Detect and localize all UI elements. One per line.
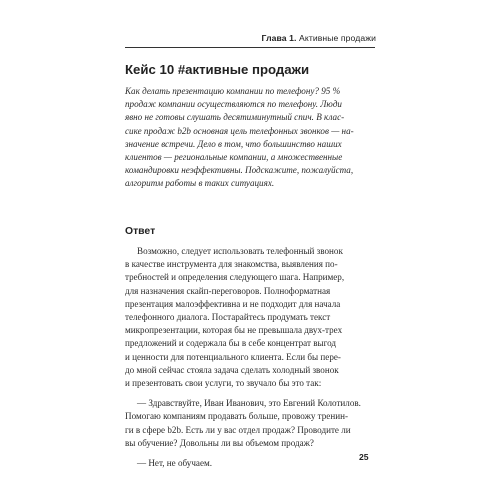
answer-line: предложений и содержала бы в себе концентрат выгод — [125, 338, 337, 349]
answer-paragraph — [125, 397, 375, 450]
answer-line: и презентовать свои услуги, то звучало бы это так: — [125, 378, 322, 389]
question-block — [125, 85, 375, 191]
question-line: значение встречи. Дело в том, что большинство наших — [125, 138, 342, 149]
answer-line: для назначения скайп-переговоров. Полноформатная — [125, 285, 331, 296]
answer-line: в качестве инструмента для знакомства, выявления по- — [125, 259, 338, 270]
answer-heading: Ответ — [125, 226, 156, 237]
answer-line: ги в сфере b2b. Есть ли у вас отдел продаж? Проводите ли — [125, 424, 351, 435]
answer-block — [125, 245, 375, 477]
answer-line: Помогаю компаниям продавать больше, провожу тренин- — [125, 411, 348, 422]
page-number: 25 — [359, 452, 369, 462]
question-line: сике продаж b2b основная цель телефонных звонков — на- — [125, 125, 354, 136]
answer-line: телефонного диалога. Постарайтесь продумать текст — [125, 312, 331, 323]
answer-line: микропрезентации, которая бы не превышала двух-трех — [125, 325, 343, 336]
header-divider — [125, 47, 375, 48]
answer-line: Возможно, следует использовать телефонный звонок — [137, 246, 343, 256]
question-line: Как делать презентацию компании по телефону? 95 % — [125, 86, 341, 96]
answer-line: до мной сейчас стояла задача сделать холодный звонок — [125, 364, 339, 375]
question-line: клиентов — региональные компании, а множественные — [125, 152, 343, 163]
chapter-title: Активные продажи — [299, 33, 376, 43]
answer-line: и ценности для потенциального клиента. Если бы пере- — [125, 351, 341, 362]
answer-paragraph — [125, 245, 375, 390]
answer-line: требностей и определения следующего шага. Например, — [125, 272, 345, 283]
question-line: командировки неэффективны. Подскажите, пожалуйста, — [125, 165, 354, 176]
answer-line: — Нет, не обучаем. — [137, 458, 213, 469]
case-title: Кейс 10 #активные продажи — [125, 62, 310, 77]
answer-line: — Здравствуйте, Иван Иванович, это Евгений Колотилов. — [137, 398, 361, 409]
answer-paragraph — [125, 457, 375, 470]
answer-line: презентация малоэффективна и не подходит для начала — [125, 298, 341, 309]
question-line: алгоритм работы в таких ситуациях. — [125, 178, 275, 189]
question-line: продаж компании осуществляются по телефону. Люди — [125, 99, 342, 110]
question-line: явно не готовы слушать десятиминутный спич. В клас- — [125, 112, 345, 123]
running-head — [262, 33, 376, 43]
answer-line: вы обучение? Довольны ли вы объемом продаж? — [125, 437, 314, 448]
chapter-label: Глава 1. — [261, 33, 297, 43]
